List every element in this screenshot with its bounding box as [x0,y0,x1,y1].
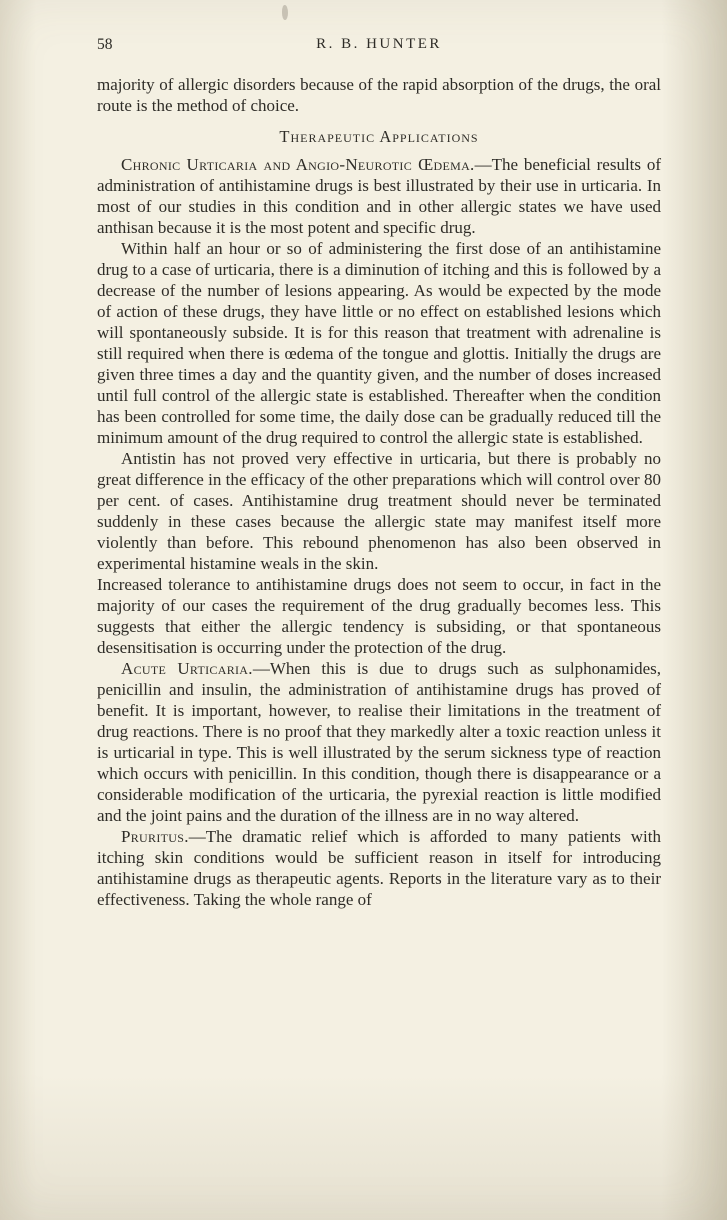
page-number: 58 [97,36,113,53]
paragraph-acute-urticaria [97,658,661,826]
paragraph-text: Within half an hour or so of administering the first dose of an antihistamine drug to a case of urticaria, there is a diminution of itching and this is followed by a decrease of the number of lesions appearing. As would be expected by the mode of action of these drugs, they have little or no effect on established lesions which will spontaneously subside. It is for this reason that treatment with adrenaline is still required when there is œdema of the tongue and glottis. Initially the drugs are given three times a day and the quantity given, and the number of doses increased until full control of the allergic state is established. Thereafter when the condition has been controlled for some time, the daily dose can be gradually reduced till the minimum amount of the drug required to control the allergic state is established. [97,239,661,447]
paragraph-antistin [97,448,661,574]
paragraph-text: —The beneficial results of administration of antihistamine drugs is best illustrated by their use in urticaria. In most of our studies in this condition and in other allergic states we have used anthisan because it is the most potent and specific drug. [97,155,661,237]
running-header: R. B. HUNTER [316,36,442,52]
paragraph-text: majority of allergic disorders because of the rapid absorption of the drugs, the oral route is the method of choice. [97,75,661,115]
paragraph-lead: Acute Urticaria. [121,659,253,678]
page-body [97,74,661,910]
paragraph-text: Antistin has not proved very effective in urticaria, but there is probably no great difference in the efficacy of the other preparations which will control over 80 per cent. of cases. Antihistamine drug treatment should never be terminated suddenly in these cases because the allergic state may manifest itself more violently than before. This rebound phenomenon has also been observed in experimental histamine weals in the skin. [97,449,661,573]
paragraph-tolerance [97,574,661,658]
paragraph-continuation [97,74,661,116]
paragraph-chronic-urticaria [97,154,661,238]
paragraph-text: —The dramatic relief which is afforded to many patients with itching skin conditions would be sufficient reason in itself for introducing antihistamine drugs as therapeutic agents. Reports in the literature vary as to their effectiveness. Taking the whole range of [97,827,661,909]
paragraph-lead: Chronic Urticaria and Angio-Neurotic Œdema. [121,155,475,174]
scan-artifact [282,5,288,20]
paragraph-lead: Pruritus. [121,827,189,846]
section-heading: Therapeutic Applications [279,127,479,146]
paragraph-text: Increased tolerance to antihistamine drugs does not seem to occur, in fact in the majority of our cases the requirement of the drug gradually becomes less. This suggests that either the allergic tendency is subsiding, or that spontaneous desensitisation is occurring under the protection of the drug. [97,575,661,657]
page-header [97,36,661,58]
paragraph-pruritus [97,826,661,910]
paragraph-onset-of-action [97,238,661,448]
paragraph-text: —When this is due to drugs such as sulphonamides, penicillin and insulin, the administration of antihistamine drugs has proved of benefit. It is important, however, to realise their limitations in the treatment of drug reactions. There is no proof that they markedly alter a toxic reaction unless it is urticarial in type. This is well illustrated by the serum sickness type of reaction which occurs with penicillin. In this condition, though there is disappearance or a considerable modification of the urticaria, the pyrexial reaction is little modified and the joint pains and the duration of the illness are in no way altered. [97,659,661,825]
